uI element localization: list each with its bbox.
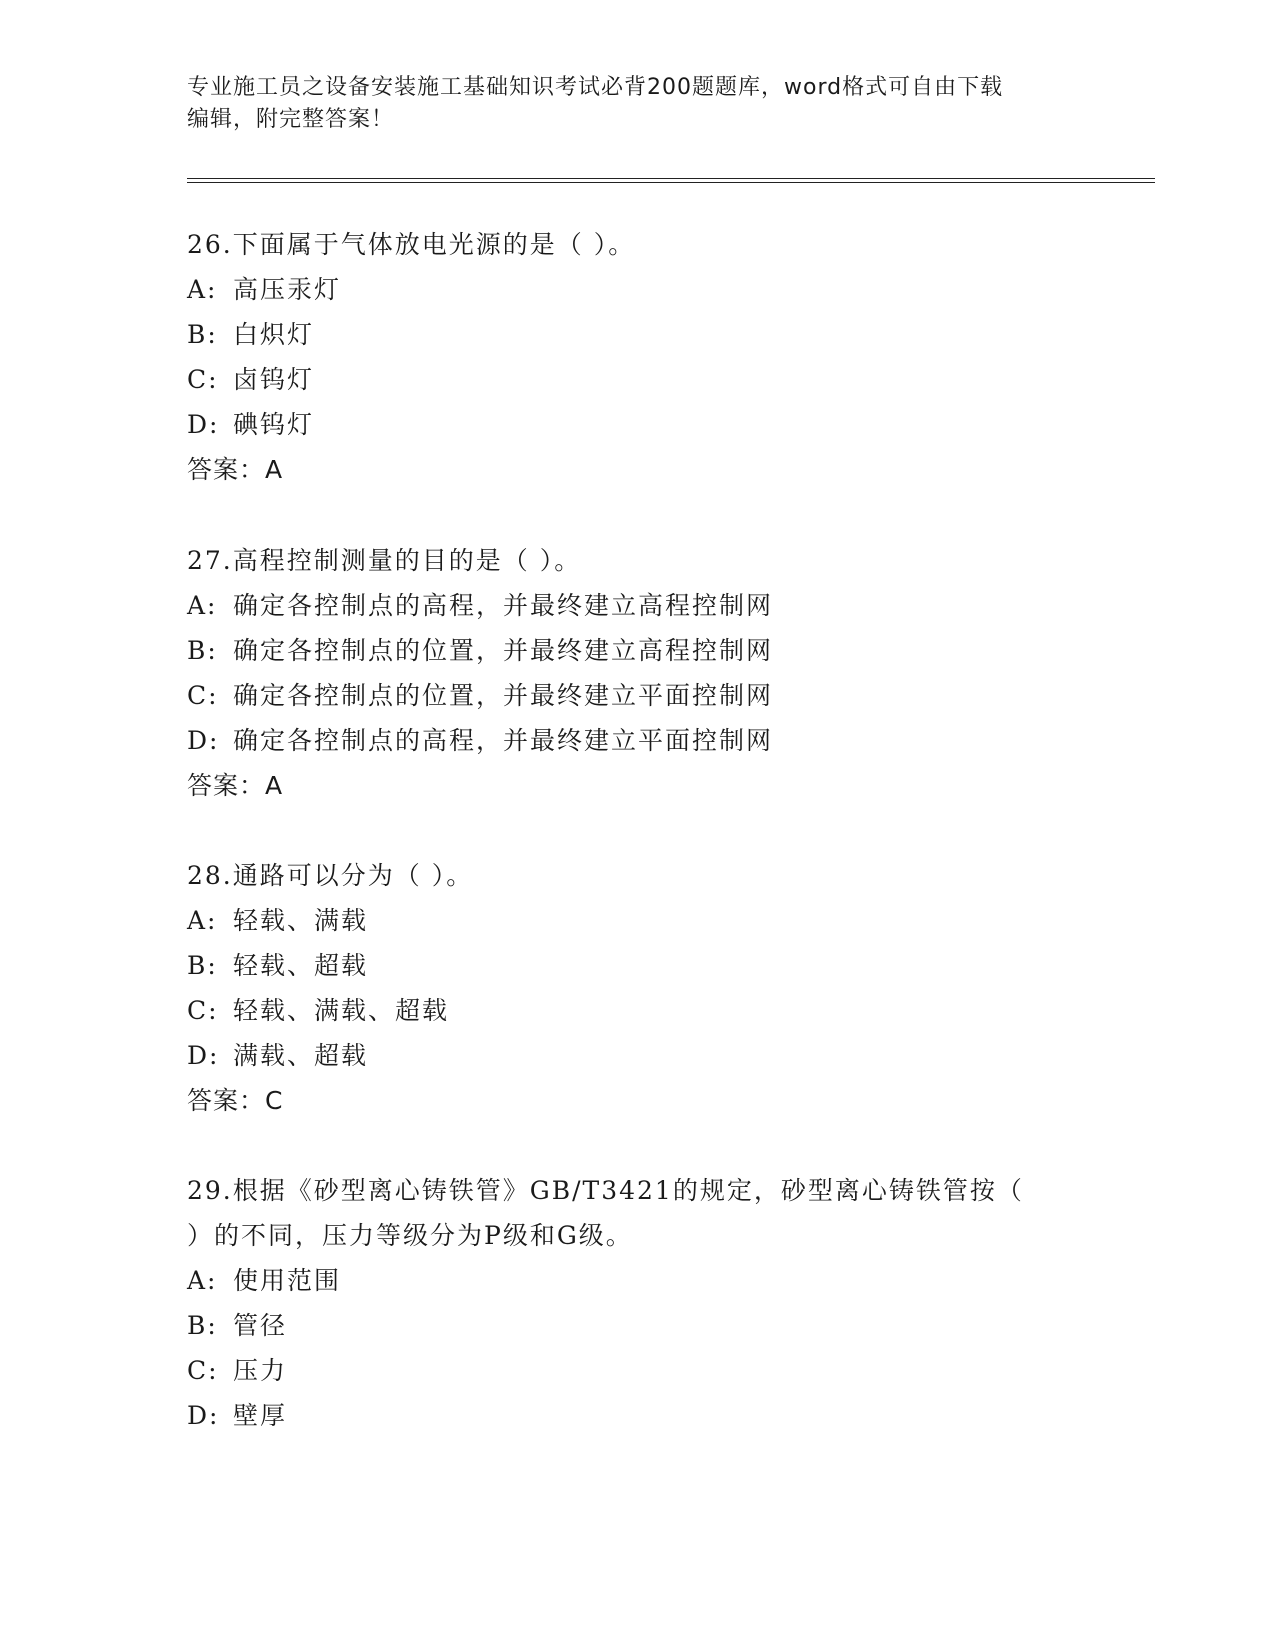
option-text: 压力 — [233, 1356, 288, 1385]
option-text: 确定各控制点的位置，并最终建立平面控制网 — [233, 681, 774, 710]
question-stem: 29.根据《砂型离心铸铁管》GB/T3421的规定，砂型离心铸铁管按（ — [187, 1176, 1024, 1205]
option-text: 白炽灯 — [233, 320, 315, 349]
option-d — [187, 718, 1087, 763]
option-b — [187, 628, 1087, 673]
document-header — [187, 72, 1087, 136]
option-letter: C: — [187, 365, 219, 394]
option-text: 确定各控制点的高程，并最终建立高程控制网 — [233, 591, 774, 620]
option-b — [187, 1303, 1087, 1348]
option-b — [187, 312, 1087, 357]
option-letter: B: — [187, 951, 218, 980]
option-text: 轻载、超载 — [233, 951, 369, 980]
option-text: 确定各控制点的位置，并最终建立高程控制网 — [233, 636, 774, 665]
option-letter: D: — [187, 1041, 220, 1070]
option-c — [187, 988, 1087, 1033]
option-letter: D: — [187, 410, 220, 439]
option-d — [187, 1393, 1087, 1438]
question-stem: 28.通路可以分为（ ）。 — [187, 861, 474, 890]
question-stem: 27.高程控制测量的目的是（ ）。 — [187, 546, 582, 575]
option-a — [187, 898, 1087, 943]
option-text: 高压汞灯 — [233, 275, 342, 304]
option-letter: B: — [187, 1311, 218, 1340]
option-letter: A: — [187, 275, 218, 304]
option-letter: D: — [187, 1401, 220, 1430]
question-27 — [187, 538, 1087, 808]
option-letter: A: — [187, 591, 218, 620]
option-a — [187, 1258, 1087, 1303]
option-letter: B: — [187, 320, 218, 349]
option-text: 管径 — [233, 1311, 288, 1340]
option-c — [187, 673, 1087, 718]
option-text: 卤钨灯 — [233, 365, 315, 394]
option-c — [187, 357, 1087, 402]
question-28 — [187, 853, 1087, 1123]
option-text: 满载、超载 — [233, 1041, 369, 1070]
option-text: 轻载、满载 — [233, 906, 369, 935]
answer-line: 答案：C — [187, 1086, 284, 1115]
option-d — [187, 1033, 1087, 1078]
option-a — [187, 583, 1087, 628]
option-letter: C: — [187, 1356, 219, 1385]
option-d — [187, 402, 1087, 447]
option-b — [187, 943, 1087, 988]
option-a — [187, 267, 1087, 312]
option-letter: B: — [187, 636, 218, 665]
question-stem-continuation: ）的不同，压力等级分为P级和G级。 — [187, 1221, 633, 1250]
option-c — [187, 1348, 1087, 1393]
question-26 — [187, 222, 1087, 492]
option-letter: C: — [187, 681, 219, 710]
option-text: 使用范围 — [233, 1266, 342, 1295]
option-text: 碘钨灯 — [233, 410, 315, 439]
answer-line: 答案：A — [187, 771, 284, 800]
header-divider — [187, 178, 1155, 183]
option-text: 壁厚 — [233, 1401, 288, 1430]
question-29 — [187, 1168, 1087, 1438]
option-letter: A: — [187, 906, 218, 935]
answer-line: 答案：A — [187, 455, 284, 484]
header-title-line-2: 编辑，附完整答案！ — [187, 107, 395, 132]
question-stem: 26.下面属于气体放电光源的是（ ）。 — [187, 230, 636, 259]
option-text: 轻载、满载、超载 — [233, 996, 450, 1025]
header-title-line-1: 专业施工员之设备安装施工基础知识考试必背200题题库，word格式可自由下载 — [187, 75, 1004, 100]
option-letter: D: — [187, 726, 220, 755]
option-letter: C: — [187, 996, 219, 1025]
option-text: 确定各控制点的高程，并最终建立平面控制网 — [233, 726, 774, 755]
option-letter: A: — [187, 1266, 218, 1295]
